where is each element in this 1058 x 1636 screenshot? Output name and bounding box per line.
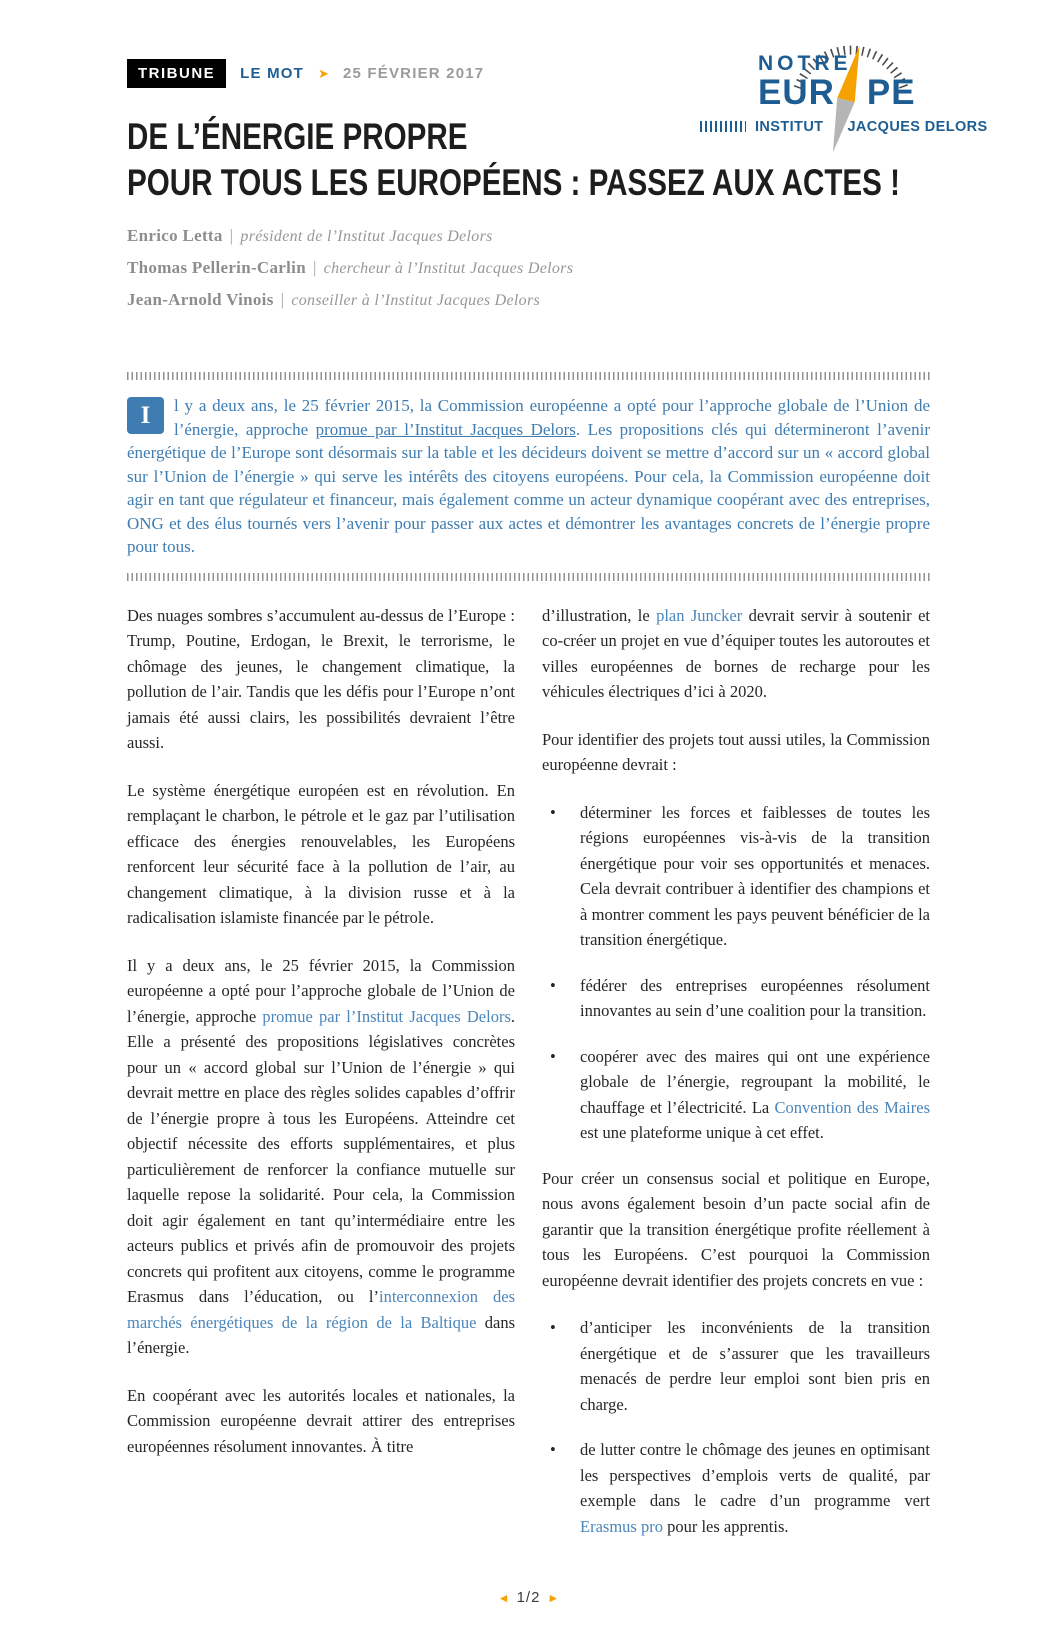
bullet-list xyxy=(542,800,930,1146)
title-line-1: DE L’ÉNERGIE PROPRE xyxy=(127,116,468,157)
paragraph-text: d’illustration, le xyxy=(542,605,657,625)
bullet-text: est une plateforme unique à cet effet. xyxy=(580,1123,824,1142)
erasmus-pro-link[interactable]: Erasmus pro xyxy=(580,1516,663,1536)
author-row xyxy=(127,226,930,246)
hatch-border-bottom xyxy=(127,573,930,581)
plan-juncker-link[interactable]: plan Juncker xyxy=(656,605,743,625)
intro-block xyxy=(127,372,930,581)
bullet-text: fédérer des entreprises européennes résolument innovantes au sein d’une coalition pour la transition. xyxy=(580,975,930,1020)
list-item xyxy=(542,1437,930,1539)
page-number: 1/2 xyxy=(516,1589,541,1606)
intro-text-after-link: . Les propositions clés qui détermineront l’avenir énergétique de l’Europe sont désormais sur la table et les décideurs doivent se mettre d’accord sur un « accord global sur l’Union de l’énergie » qui serve les intérêts des citoyens européens. Pour cela, la Commission européenne doit agir en tant que régulateur et financeur, mais également comme un acteur dynamique coopérant avec des entreprises, ONG et des élus tournés vers l’avenir pour passer aux actes et démontrer les avantages concrets de l’énergie propre pour tous. xyxy=(127,419,930,556)
logo-delors-text: JACQUES DELORS xyxy=(847,118,988,135)
intro-text-before-link: l y a deux ans, le 25 février 2015, la Commission européenne a opté pour l’approche globale de l’Union de l’énergie, approche xyxy=(174,396,930,439)
prev-page-arrow-icon[interactable]: ◄ xyxy=(497,1590,510,1605)
bullet-text: de lutter contre le chômage des jeunes en optimisant les perspectives d’emplois verts de qualité, par exemple dans le cadre d’un programme vert xyxy=(580,1440,930,1510)
list-item xyxy=(542,1044,930,1146)
paragraph xyxy=(542,603,930,705)
publication-date: 25 FÉVRIER 2017 xyxy=(342,64,485,82)
author-row xyxy=(127,258,930,278)
logo-institut-text: INSTITUT xyxy=(755,118,824,135)
paragraph-text: dans l’énergie. xyxy=(127,1312,516,1357)
bullet-list xyxy=(542,1315,930,1539)
paragraph-text: Il y a deux ans, le 25 février 2015, la Commission européenne a opté pour l’approche globale de l’Union de l’énergie, approche xyxy=(127,955,515,1026)
dropcap: I xyxy=(127,397,164,434)
bullet-text: coopérer avec des maires qui ont une expérience globale de l’énergie, regroupant la mobilité, le chauffage et l’électricité. La xyxy=(580,1046,930,1117)
author-role: conseiller à l’Institut Jacques Delors xyxy=(291,292,541,309)
logo-europe-text xyxy=(758,75,1002,112)
author-role: président de l’Institut Jacques Delors xyxy=(240,228,493,245)
logo-notre-text: NOTRE xyxy=(758,52,852,75)
paragraph: En coopérant avec les autorités locales et nationales, la Commission européenne devrait attirer des entreprises européennes résolument innovantes. À titre xyxy=(127,1385,515,1456)
paragraph: Pour identifier des projets tout aussi utiles, la Commission européenne devrait : xyxy=(542,729,930,774)
tribune-badge: TRIBUNE xyxy=(127,59,226,88)
hatch-border-top xyxy=(127,372,930,380)
list-item xyxy=(542,800,930,953)
paragraph: Pour créer un consensus social et politique en Europe, nous avons également besoin d’un pacte social afin de garantir que la transition énergétique profite réellement à tous les Européens. C’est pourquoi la Commission européenne devrait identifier des projets concrets en vue : xyxy=(542,1168,930,1290)
paragraph xyxy=(127,953,515,1361)
authors-block xyxy=(127,226,930,310)
page-navigation xyxy=(127,1589,930,1606)
baltique-link[interactable]: interconnexion des marchés énergétiques de la région de la Baltique xyxy=(127,1287,515,1332)
logo-europe-post: PE xyxy=(866,73,916,113)
institut-link[interactable]: promue par l’Institut Jacques Delors xyxy=(262,1006,511,1026)
author-row xyxy=(127,290,930,310)
institut-link[interactable]: promue par l’Institut Jacques Delors xyxy=(315,419,576,439)
author-role: chercheur à l’Institut Jacques Delors xyxy=(323,260,574,277)
paragraph: Des nuages sombres s’accumulent au-dessus de l’Europe : Trump, Poutine, Erdogan, le Brexit, le terrorisme, le chômage des jeunes, le changement climatique, la pollution de l’air. Tandis que les défis pour l’Europe n’ont jamais été aussi clairs, les possibilités devraient l’être aussi. xyxy=(127,605,515,752)
list-item xyxy=(542,973,930,1024)
right-column xyxy=(542,603,930,1560)
logo-europe-pre: EUR xyxy=(758,73,835,113)
left-column xyxy=(127,603,515,1560)
bullet-text: pour les apprentis. xyxy=(662,1516,789,1536)
paragraph: Le système énergétique européen est en révolution. En remplaçant le charbon, le pétrole et le gaz par l’utilisation efficace des énergies renouvelables, les Européens renforcent leur sécurité face à la pollution de l’air, au changement climatique, à la division russe et à la radicalisation islamiste financée par le pétrole. xyxy=(127,780,515,927)
paragraph-text: . Elle a présenté des propositions législatives concrètes pour un « accord global sur l’Union de l’énergie » qui devrait mettre en place des règles solides capables d’offrir de l’énergie propre à tous les Européens. Atteindre cet objectif nécessite des efforts supplémentaires, et plus particulièrement de renforcer la confiance mutuelle sur laquelle repose la solidarité. Pour cela, la Commission doit agir également en tant qu’intermédiaire entre les acteurs publics et privés afin de promouvoir des projets concrets qui profitent aux citoyens, comme le programme Erasmus dans l’éducation, ou l’ xyxy=(127,1006,515,1306)
body-columns xyxy=(127,603,930,1560)
author-separator: | xyxy=(229,226,234,245)
bullet-text: d’anticiper les inconvénients de la transition énergétique et de s’assurer que les travailleurs menacés de perdre leur emploi sont bien pris en charge. xyxy=(580,1318,930,1414)
author-separator: | xyxy=(312,258,317,277)
intro-paragraph xyxy=(127,394,930,559)
title-line-2: POUR TOUS LES EUROPÉENS : PASSEZ AUX ACTES ! xyxy=(127,162,900,203)
arrow-right-icon: ➤ xyxy=(318,65,329,81)
paragraph-text: devrait servir à soutenir et co-créer un projet en vue d’équiper toutes les autoroutes et villes européennes de bornes de recharge pour les véhicules électriques d’ici à 2020. xyxy=(542,605,930,701)
logo-subline xyxy=(700,119,1002,135)
convention-des-maires-link[interactable]: Convention des Maires xyxy=(774,1097,930,1117)
author-separator: | xyxy=(280,290,285,309)
hatch-marks-icon xyxy=(700,121,746,132)
list-item xyxy=(542,1315,930,1417)
author-name: Jean-Arnold Vinois xyxy=(127,290,274,309)
next-page-arrow-icon[interactable]: ► xyxy=(547,1590,560,1605)
series-label: LE MOT xyxy=(240,64,305,82)
author-name: Enrico Letta xyxy=(127,226,223,245)
bullet-text: déterminer les forces et faiblesses de toutes les régions européennes vis-à-vis de la transition énergétique pour voir ses opportunités et menaces. Cela devrait contribuer à identifier des champions et à montrer comment les pays peuvent bénéficier de la transition énergétique. xyxy=(580,802,930,949)
author-name: Thomas Pellerin-Carlin xyxy=(127,258,306,277)
